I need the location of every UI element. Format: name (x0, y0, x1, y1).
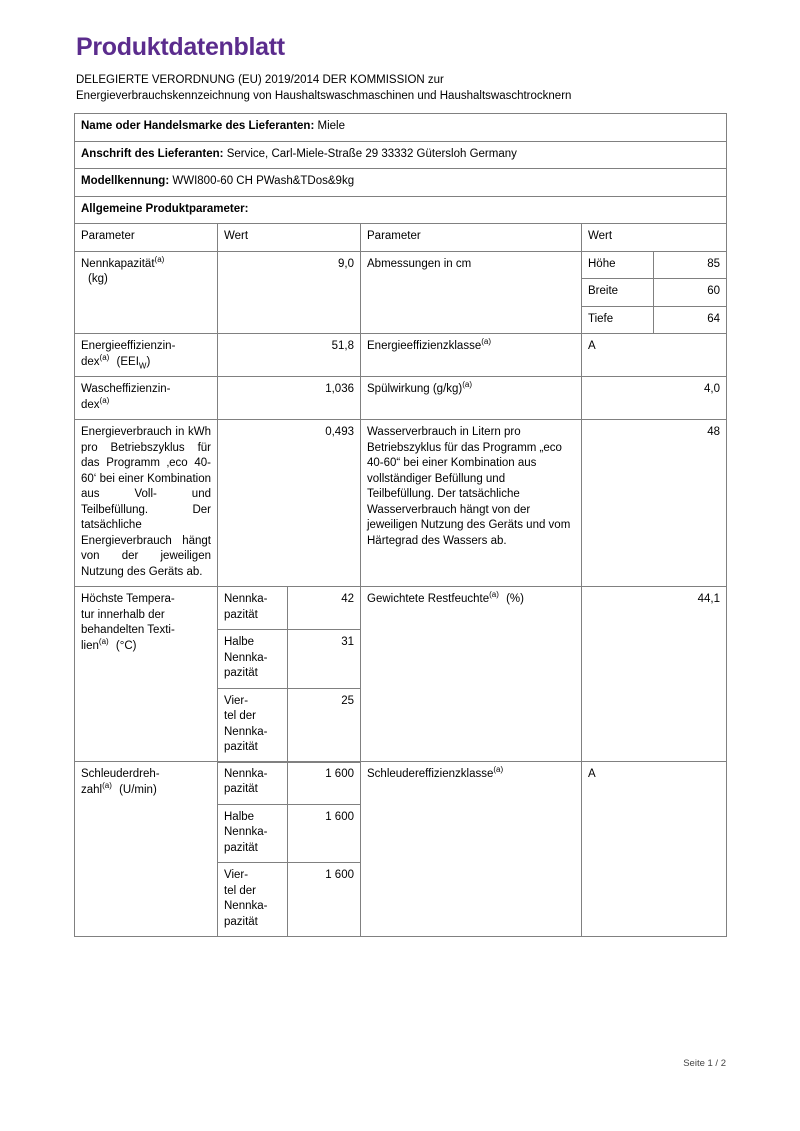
spin-class-footnote: (a) (493, 765, 504, 775)
energy-consumption-label: Energieverbrauch in kWh pro Betriebszyklus für das Programm ‚eco 40-60‘ bei einer Kombination aus Voll- und Teilbefüllung. Der tatsächliche Energieverbrauch hängt von der jeweiligen Nutzung des Geräts ab. (75, 420, 218, 587)
temperature-name-quarter-line3: Nennka- (224, 725, 268, 738)
spin-speed-label (75, 762, 218, 937)
temperature-values (218, 587, 361, 762)
eei-value: 51,8 (218, 334, 361, 377)
rinse-label (361, 377, 582, 420)
spin-value-half: 1 600 (288, 804, 361, 863)
spin-name-full-line2: pazität (224, 783, 258, 795)
spin-class-label (361, 762, 582, 937)
column-header-wert-right: Wert (582, 224, 727, 252)
water-consumption-label: Wasserverbrauch in Litern pro Betriebszyklus für das Programm „eco 40-60“ bei einer Kombination aus vollständiger Befüllung und Teilbefüllung. Der tatsächliche Wasserverbrauch hängt von der jeweiligen Nutzung des Geräts und vom Härtegrad des Wassers ab. (361, 420, 582, 587)
capacity-label-text: Nennkapazität (81, 257, 155, 270)
dimensions-table (581, 251, 727, 335)
temperature-row-quarter (218, 688, 361, 762)
page-title: Produktdatenblatt (76, 33, 285, 61)
dimensions-values (582, 251, 727, 334)
temperature-label-line2: tur innerhalb der (81, 608, 165, 621)
wash-index-label (75, 377, 218, 420)
temperature-value-half: 31 (288, 630, 361, 689)
column-header-wert-left: Wert (218, 224, 361, 252)
wash-index-label-line2: dex (81, 398, 100, 411)
spin-speed-values (218, 762, 361, 937)
subtitle-line-1: DELEGIERTE VERORDNUNG (EU) 2019/2014 DER KOMMISSION zur (76, 74, 444, 86)
table-row-column-headers (75, 224, 727, 252)
temperature-label (75, 587, 218, 762)
supplier-address-value: Service, Carl-Miele-Straße 29 33332 Gütersloh Germany (226, 147, 517, 160)
temperature-name-quarter-line4: pazität (224, 741, 258, 753)
spin-value-full: 1 600 (288, 761, 361, 804)
column-header-parameter-left: Parameter (75, 224, 218, 252)
supplier-address-label: Anschrift des Lieferanten: (81, 147, 224, 160)
temperature-unit: (°C) (115, 639, 137, 652)
spin-speed-label-line2: zahl (81, 783, 103, 796)
table-row-eei-class (75, 334, 727, 377)
table-row-spin (75, 762, 727, 937)
dimensions-label: Abmessungen in cm (361, 251, 582, 334)
page-footer: Seite 1 / 2 (683, 1058, 726, 1069)
wash-index-value: 1,036 (218, 377, 361, 420)
energy-class-label-text: Energieeffizienzklasse (367, 340, 482, 352)
moisture-label-text: Gewichtete Restfeuchte (367, 593, 490, 605)
capacity-value: 9,0 (218, 251, 361, 334)
spin-name-half-line1: Halbe (224, 810, 255, 823)
eei-symbol-sub: W (138, 360, 147, 370)
spin-speed-footnote: (a) (102, 780, 112, 790)
spin-row-full (218, 761, 361, 804)
spin-speed-label-line1: Schleuderdreh- (81, 768, 160, 780)
rinse-value: 4,0 (582, 377, 727, 420)
table-row-section-heading (75, 196, 727, 224)
temperature-name-full-line2: pazität (224, 608, 258, 621)
eei-symbol: (EEI (116, 355, 139, 368)
wash-index-footnote: (a) (99, 395, 110, 405)
capacity-unit: (kg) (88, 273, 108, 285)
moisture-unit: (%) (506, 593, 524, 605)
table-row-temperature-moisture (75, 587, 727, 762)
datasheet (74, 33, 726, 937)
rinse-label-text: Spülwirkung (g/kg) (367, 383, 463, 395)
moisture-value: 44,1 (582, 587, 727, 762)
energy-class-footnote: (a) (481, 337, 491, 347)
eei-label-line2: dex (81, 355, 100, 368)
wash-index-label-line1: Wascheffizienzin- (81, 383, 171, 395)
capacity-label (75, 251, 218, 334)
temperature-name-quarter-line1: Vier- (224, 694, 249, 707)
spin-row-half (218, 804, 361, 863)
temperature-table (217, 586, 361, 763)
spin-name-half-line3: pazität (224, 841, 258, 854)
temperature-value-quarter: 25 (288, 688, 361, 762)
temperature-name-half (218, 630, 288, 689)
dimension-name-width: Breite (582, 279, 654, 307)
spin-name-quarter-line1: Vier- (224, 869, 249, 881)
water-consumption-value: 48 (582, 420, 727, 587)
spin-class-label-text: Schleudereffizienzklasse (367, 768, 494, 780)
spin-name-half-line2: Nennka- (224, 826, 268, 838)
dimension-row-depth (582, 306, 727, 334)
table-row-capacity-dimensions (75, 251, 727, 334)
spin-name-quarter (218, 863, 288, 937)
temperature-value-full: 42 (288, 587, 361, 630)
supplier-name-label: Name oder Handelsmarke des Lieferanten: (81, 120, 315, 132)
spin-name-quarter-line2: tel der (224, 884, 256, 897)
dimension-value-depth: 64 (654, 306, 727, 334)
supplier-name-value: Miele (317, 120, 345, 132)
temperature-name-quarter-line2: tel der (224, 710, 256, 722)
subtitle-line-2: Energieverbrauchskennzeichnung von Haushaltswaschmaschinen und Haushaltswaschtrocknern (76, 90, 572, 102)
dimension-name-height: Höhe (582, 251, 654, 279)
spin-row-quarter (218, 863, 361, 937)
product-data-table (74, 113, 727, 937)
temperature-name-quarter (218, 688, 288, 762)
rinse-footnote: (a) (462, 380, 473, 390)
energy-class-label (361, 334, 582, 377)
capacity-label-footnote: (a) (154, 254, 165, 264)
temperature-label-line1: Höchste Tempera- (81, 593, 175, 605)
energy-consumption-value: 0,493 (218, 420, 361, 587)
model-value: WWI800-60 CH PWash&TDos&9kg (172, 175, 355, 187)
temperature-name-full (218, 587, 288, 630)
temperature-name-half-line3: pazität (224, 667, 258, 679)
temperature-row-full (218, 587, 361, 630)
eei-symbol-close: ) (146, 355, 151, 368)
table-row-model (75, 169, 727, 197)
table-row-supplier-address (75, 141, 727, 169)
spin-speed-unit: (U/min) (119, 783, 157, 796)
temperature-name-half-line2: Nennka- (224, 651, 268, 664)
document-subtitle (76, 72, 726, 104)
temperature-name-half-line1: Halbe (224, 636, 255, 648)
dimension-value-height: 85 (654, 251, 727, 279)
eei-label-line1: Energieeffizienzin- (81, 340, 176, 352)
temperature-label-line3: behandelten Texti- (81, 624, 175, 636)
table-row-wash-rinse (75, 377, 727, 420)
spin-name-full-line1: Nennka- (224, 767, 268, 780)
temperature-name-full-line1: Nennka- (224, 593, 268, 605)
temperature-row-half (218, 630, 361, 689)
spin-speed-table (217, 761, 361, 938)
table-row-supplier-name (75, 114, 727, 142)
spin-name-half (218, 804, 288, 863)
section-heading-general: Allgemeine Produktparameter: (81, 202, 249, 215)
temperature-footnote: (a) (98, 636, 109, 646)
temperature-label-line4: lien (81, 639, 99, 652)
spin-value-quarter: 1 600 (288, 863, 361, 937)
dimension-row-height (582, 251, 727, 279)
dimension-name-depth: Tiefe (582, 306, 654, 334)
dimension-value-width: 60 (654, 279, 727, 307)
moisture-footnote: (a) (489, 590, 499, 600)
table-row-consumption (75, 420, 727, 587)
column-header-parameter-right: Parameter (361, 224, 582, 252)
spin-name-quarter-line4: pazität (224, 915, 258, 928)
eei-label-footnote: (a) (99, 352, 110, 362)
eei-label (75, 334, 218, 377)
spin-name-full (218, 761, 288, 804)
energy-class-value: A (582, 334, 727, 377)
dimension-row-width (582, 279, 727, 307)
spin-name-quarter-line3: Nennka- (224, 900, 268, 912)
model-label: Modellkennung: (81, 175, 170, 187)
moisture-label (361, 587, 582, 762)
spin-class-value: A (582, 762, 727, 937)
